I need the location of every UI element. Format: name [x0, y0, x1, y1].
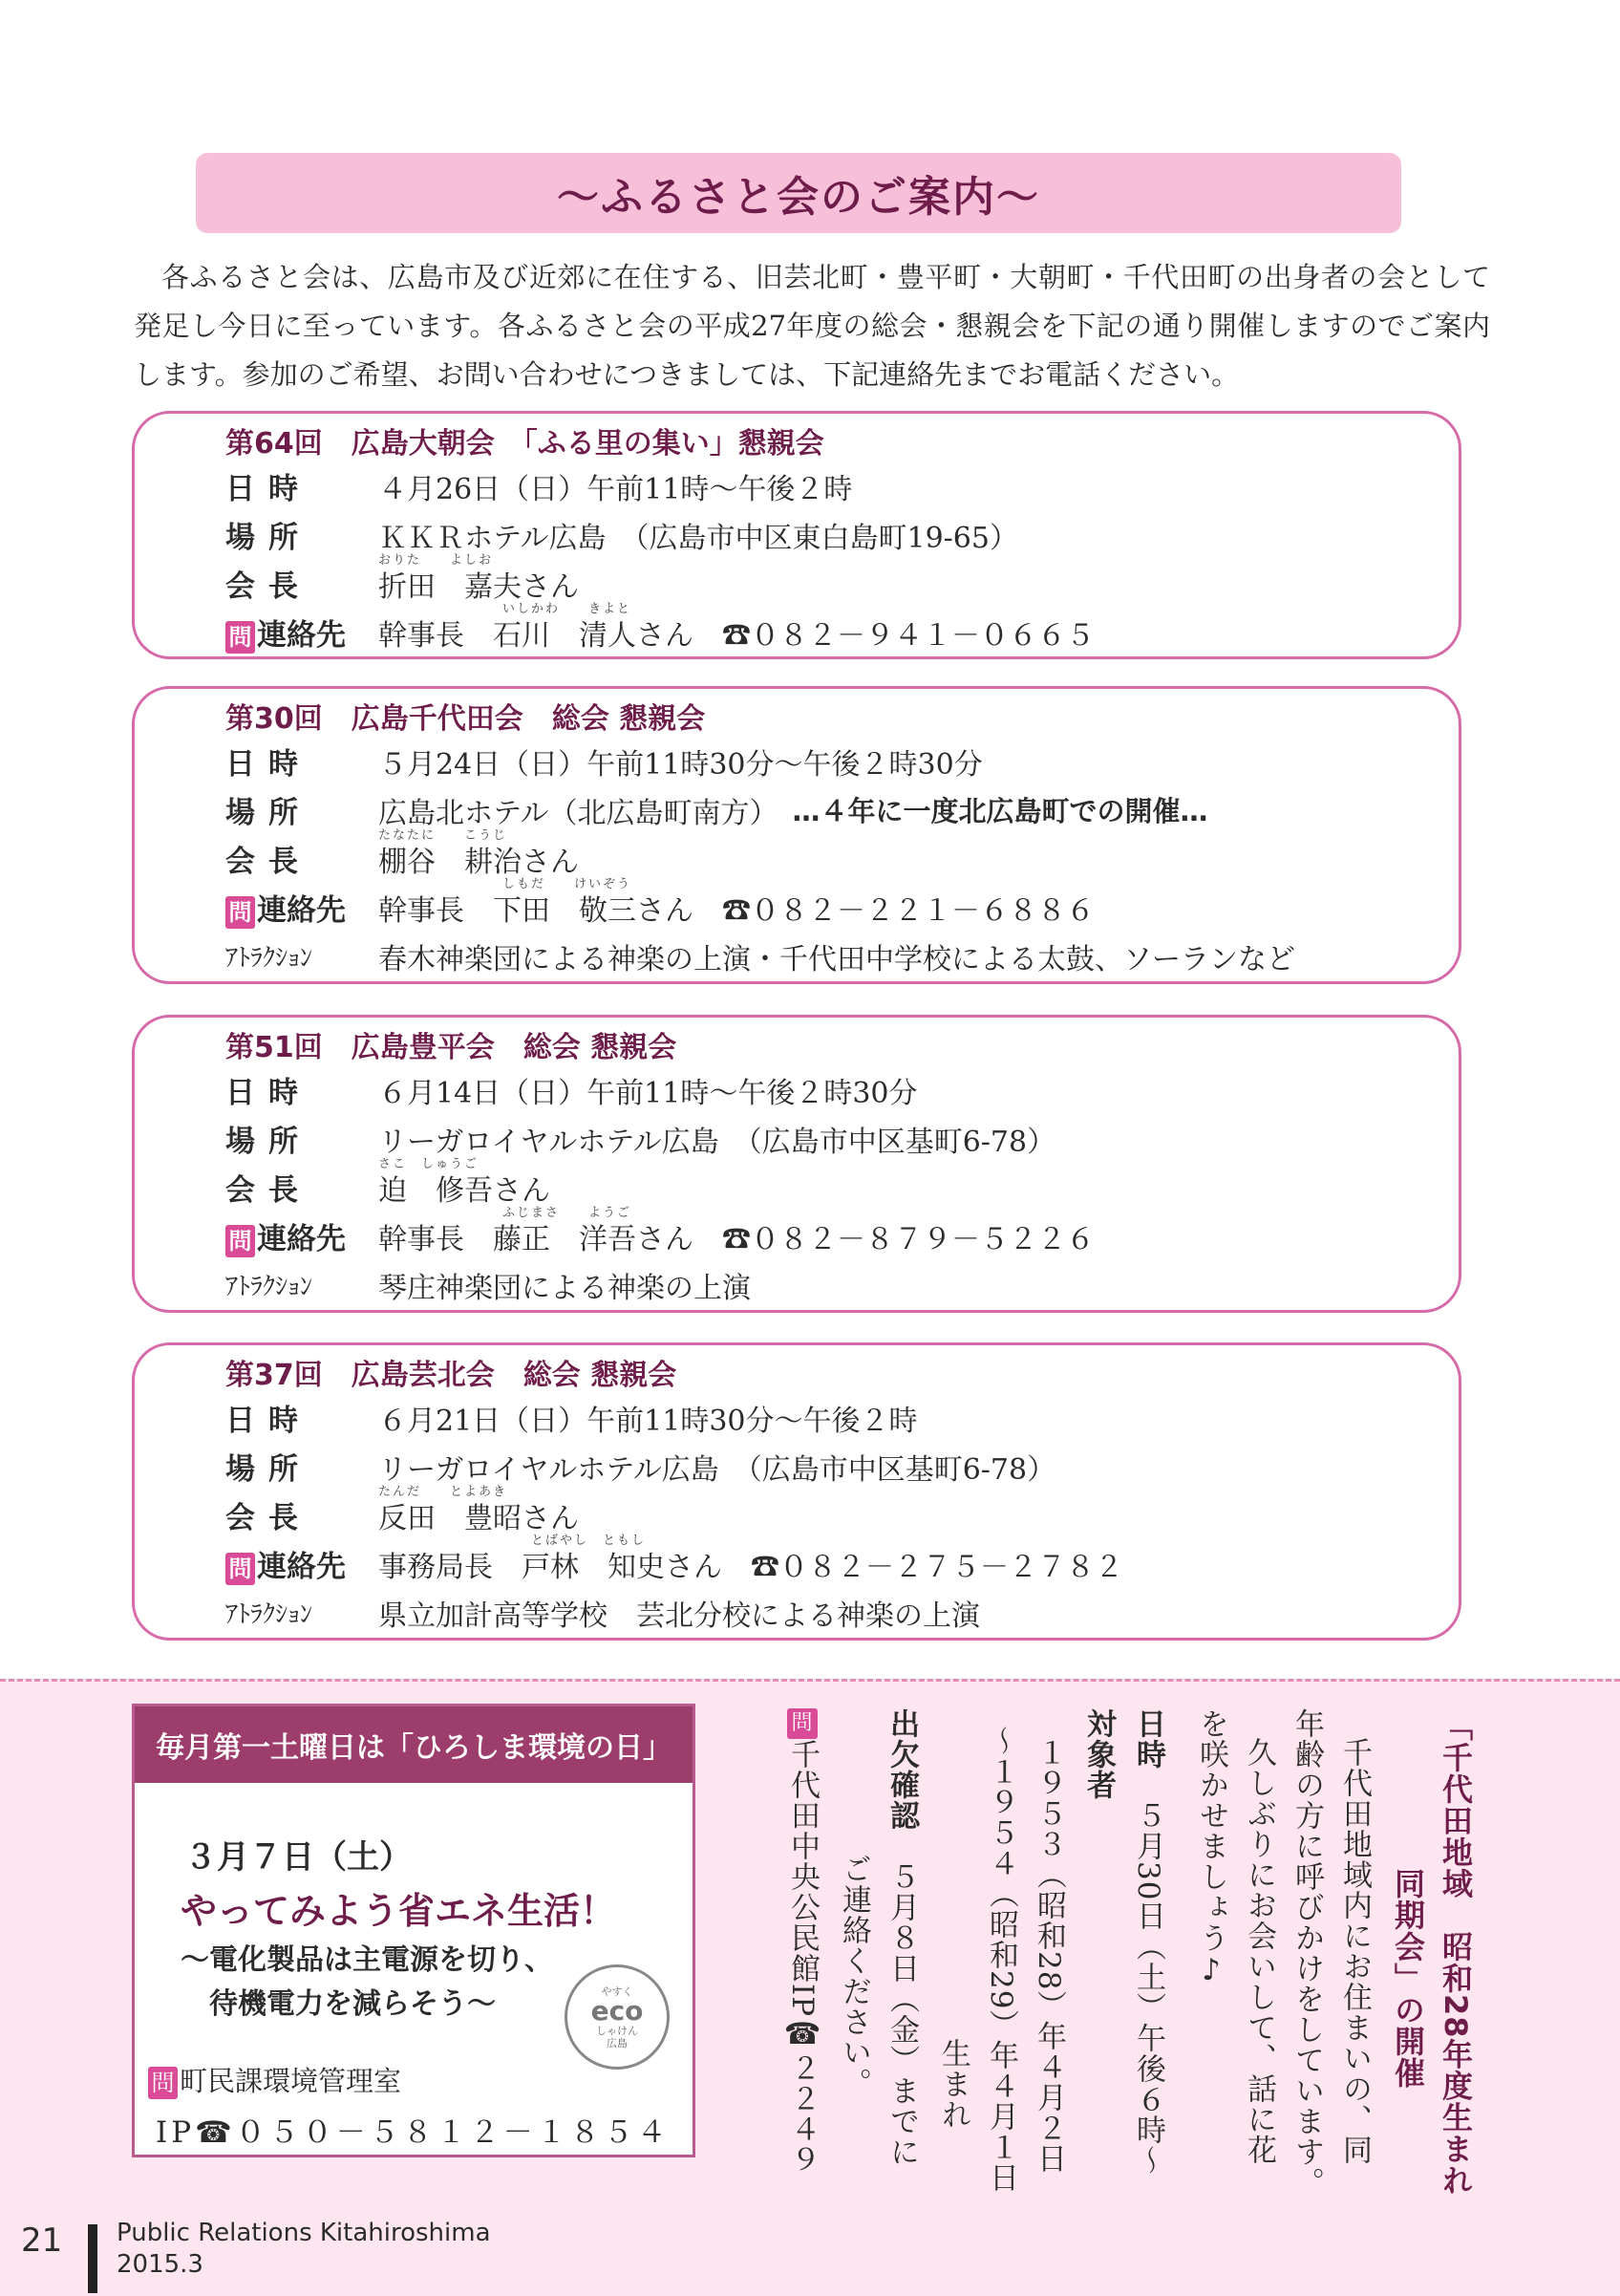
event-chair: 迫 修吾さん — [378, 1173, 550, 1208]
eco-header: 毎月第一土曜日は「ひろしま環境の日」 — [135, 1706, 693, 1783]
chair-furigana: さこ しゅうご — [378, 1156, 480, 1171]
event-title: 第37回 広島芸北会 総会 懇親会 — [225, 1359, 677, 1392]
eco-logo-icon — [565, 1964, 670, 2070]
reunion-body-3: 久しぶりにお会いして、話に花 — [1242, 1737, 1276, 2165]
event-date: ５月24日（日）午前11時30分～午後２時30分 — [378, 747, 983, 782]
issue-date: 2015.3 — [117, 2250, 203, 2279]
inquiry-icon: 問 — [225, 1225, 255, 1257]
contact-label: 連絡先 — [257, 618, 346, 653]
event-chair: 折田 嘉夫さん — [378, 569, 579, 604]
event-date: ４月26日（日）午前11時～午後２時 — [378, 472, 853, 506]
event-card-oasa — [132, 411, 1461, 659]
eco-subline-2: 待機電力を減らそう～ — [209, 1987, 496, 2021]
eco-subline-1: ～電化製品は主電源を切り、 — [181, 1943, 553, 1977]
reunion-contact-text: 千代田中央公民館IP☎２２４９ — [785, 1739, 820, 2176]
chair-furigana: おりた よしお — [378, 552, 494, 568]
attraction-label: ｱﾄﾗｸｼｮﾝ — [225, 1600, 313, 1629]
publication-name: Public Relations Kitahiroshima — [117, 2219, 491, 2247]
event-chair: 反田 豊昭さん — [378, 1501, 579, 1535]
event-title: 第51回 広島豊平会 総会 懇親会 — [225, 1031, 677, 1064]
eco-logo-top: やすく — [601, 1985, 633, 1998]
event-place: リーガロイヤルホテル広島 （広島市中区基町6-78） — [378, 1452, 1056, 1487]
event-place: リーガロイヤルホテル広島 （広島市中区基町6-78） — [378, 1125, 1056, 1159]
intro-paragraph — [134, 253, 1490, 399]
chair-furigana: たんだ とよあき — [378, 1484, 508, 1499]
eco-contact-text: 町民課環境管理室 — [180, 2065, 402, 2097]
reunion-title-2: 同期会」の開催 — [1390, 1868, 1426, 2089]
event-chair: 棚谷 耕治さん — [378, 845, 579, 879]
contact-furigana: しもだ けいぞう — [502, 876, 632, 891]
inquiry-icon: 問 — [225, 1553, 255, 1585]
eco-contact — [148, 2060, 401, 2099]
event-contact: 幹事長 下田 敬三さん ☎０８２－２２１－６８８６ — [378, 893, 1095, 928]
reunion-rsvp-1: ５月８日（金）までに — [885, 1861, 919, 2167]
eco-logo-small: 広島 — [607, 2036, 628, 2049]
eco-logo-bottom: しゃけん — [596, 2024, 638, 2037]
event-attraction: 琴庄神楽団による神楽の上演 — [378, 1271, 751, 1305]
title-banner — [196, 153, 1401, 233]
place-label: 場所 — [225, 521, 311, 555]
reunion-body-4: を咲かせましょう♪ — [1194, 1708, 1228, 1988]
event-attraction: 県立加計高等学校 芸北分校による神楽の上演 — [378, 1599, 980, 1633]
reunion-target-1: １９５３（昭和28）年４月２日 — [1032, 1737, 1066, 2175]
inquiry-icon: 問 — [787, 1708, 818, 1739]
reunion-date — [1127, 1708, 1169, 2176]
chair-label: 会長 — [225, 845, 311, 879]
reunion-date-label: 日時 — [1131, 1708, 1165, 1770]
date-label: 日時 — [225, 1404, 311, 1438]
event-contact: 事務局長 戸林 知史さん ☎０８２－２７５－２７８２ — [378, 1550, 1123, 1584]
event-title: 第64回 広島大朝会 「ふる里の集い」懇親会 — [225, 427, 824, 461]
eco-phone: IP☎０５０－５８１２－１８５４ — [156, 2115, 671, 2150]
inquiry-icon: 問 — [148, 2067, 178, 2099]
place-label: 場所 — [225, 1452, 311, 1487]
event-card-geihoku — [132, 1342, 1461, 1641]
reunion-target-label: 対象者 — [1081, 1708, 1116, 1800]
chair-furigana: たなたに こうじ — [378, 827, 508, 843]
attraction-label: ｱﾄﾗｸｼｮﾝ — [225, 944, 313, 973]
event-place: ＫＫＲホテル広島 （広島市中区東白島町19-65） — [378, 521, 1018, 555]
contact-label: 連絡先 — [257, 893, 346, 928]
page-title: ～ふるさと会のご案内～ — [557, 173, 1040, 222]
date-label: 日時 — [225, 747, 311, 782]
eco-headline: やってみよう省エネ生活！ — [181, 1890, 617, 1932]
inquiry-icon: 問 — [225, 896, 255, 929]
event-title: 第30回 広島千代田会 総会 懇親会 — [225, 702, 706, 736]
reunion-target-2: ～１９５４（昭和29）年４月１日 — [984, 1726, 1018, 2194]
attraction-label: ｱﾄﾗｸｼｮﾝ — [225, 1273, 313, 1301]
contact-furigana: いしかわ きよと — [502, 601, 632, 616]
contact-label: 連絡先 — [257, 1550, 346, 1584]
chair-label: 会長 — [225, 1501, 311, 1535]
reunion-title-1: 「千代田地域 昭和28年度生まれ — [1438, 1710, 1474, 2197]
event-date: ６月21日（日）午前11時30分～午後２時 — [378, 1404, 918, 1438]
inquiry-icon: 問 — [225, 621, 255, 654]
date-label: 日時 — [225, 1076, 311, 1110]
event-place: 広島北ホテル（北広島町南方） — [378, 796, 793, 830]
chair-label: 会長 — [225, 1173, 311, 1208]
event-date: ６月14日（日）午前11時～午後２時30分 — [378, 1076, 918, 1110]
eco-logo-text: eco — [590, 1994, 644, 2027]
place-note: …４年に一度北広島町での開催… — [792, 795, 1208, 827]
reunion-rsvp-label: 出欠確認 — [885, 1708, 919, 1831]
chair-label: 会長 — [225, 569, 311, 604]
reunion-contact — [781, 1708, 823, 2175]
event-attraction: 春木神楽団による神楽の上演・千代田中学校による太鼓、ソーランなど — [378, 942, 1295, 976]
page-number: 21 — [21, 2221, 63, 2260]
reunion-target-3: 生まれ — [936, 2038, 970, 2130]
place-label: 場所 — [225, 1125, 311, 1159]
eco-day-box — [132, 1704, 695, 2157]
footer-divider — [88, 2224, 97, 2293]
contact-label: 連絡先 — [257, 1222, 346, 1256]
eco-date: ３月７日（土） — [184, 1838, 412, 1877]
event-card-chiyoda — [132, 686, 1461, 984]
contact-furigana: ふじまさ ようご — [502, 1205, 632, 1220]
reunion-body-2: 年齢の方に呼びかけをしています。 — [1290, 1708, 1324, 2198]
reunion-rsvp — [881, 1708, 923, 2167]
event-contact: 幹事長 藤正 洋吾さん ☎０８２－８７９－５２２６ — [378, 1222, 1095, 1256]
date-label: 日時 — [225, 472, 311, 506]
reunion-date-value: ５月30日（土）午後６時～ — [1131, 1800, 1165, 2177]
reunion-rsvp-2: ご連絡ください。 — [837, 1854, 871, 2098]
reunion-body-1: 千代田地域内にお住まいの、同 — [1337, 1737, 1372, 2165]
contact-furigana: とばやし ともし — [531, 1533, 647, 1548]
event-card-toyohira — [132, 1015, 1461, 1313]
event-contact: 幹事長 石川 清人さん ☎０８２－９４１－０６６５ — [378, 618, 1095, 653]
intro-text: 各ふるさと会は、広島市及び近郊に在住する、旧芸北町・豊平町・大朝町・千代田町の出身者の会として発足し今日に至っています。各ふるさと会の平成27年度の総会・懇親会を下記の通り開催しますのでご案内します。参加のご希望、お問い合わせにつきましては、下記連絡先までお電話ください。 — [134, 261, 1490, 391]
place-label: 場所 — [225, 796, 311, 830]
